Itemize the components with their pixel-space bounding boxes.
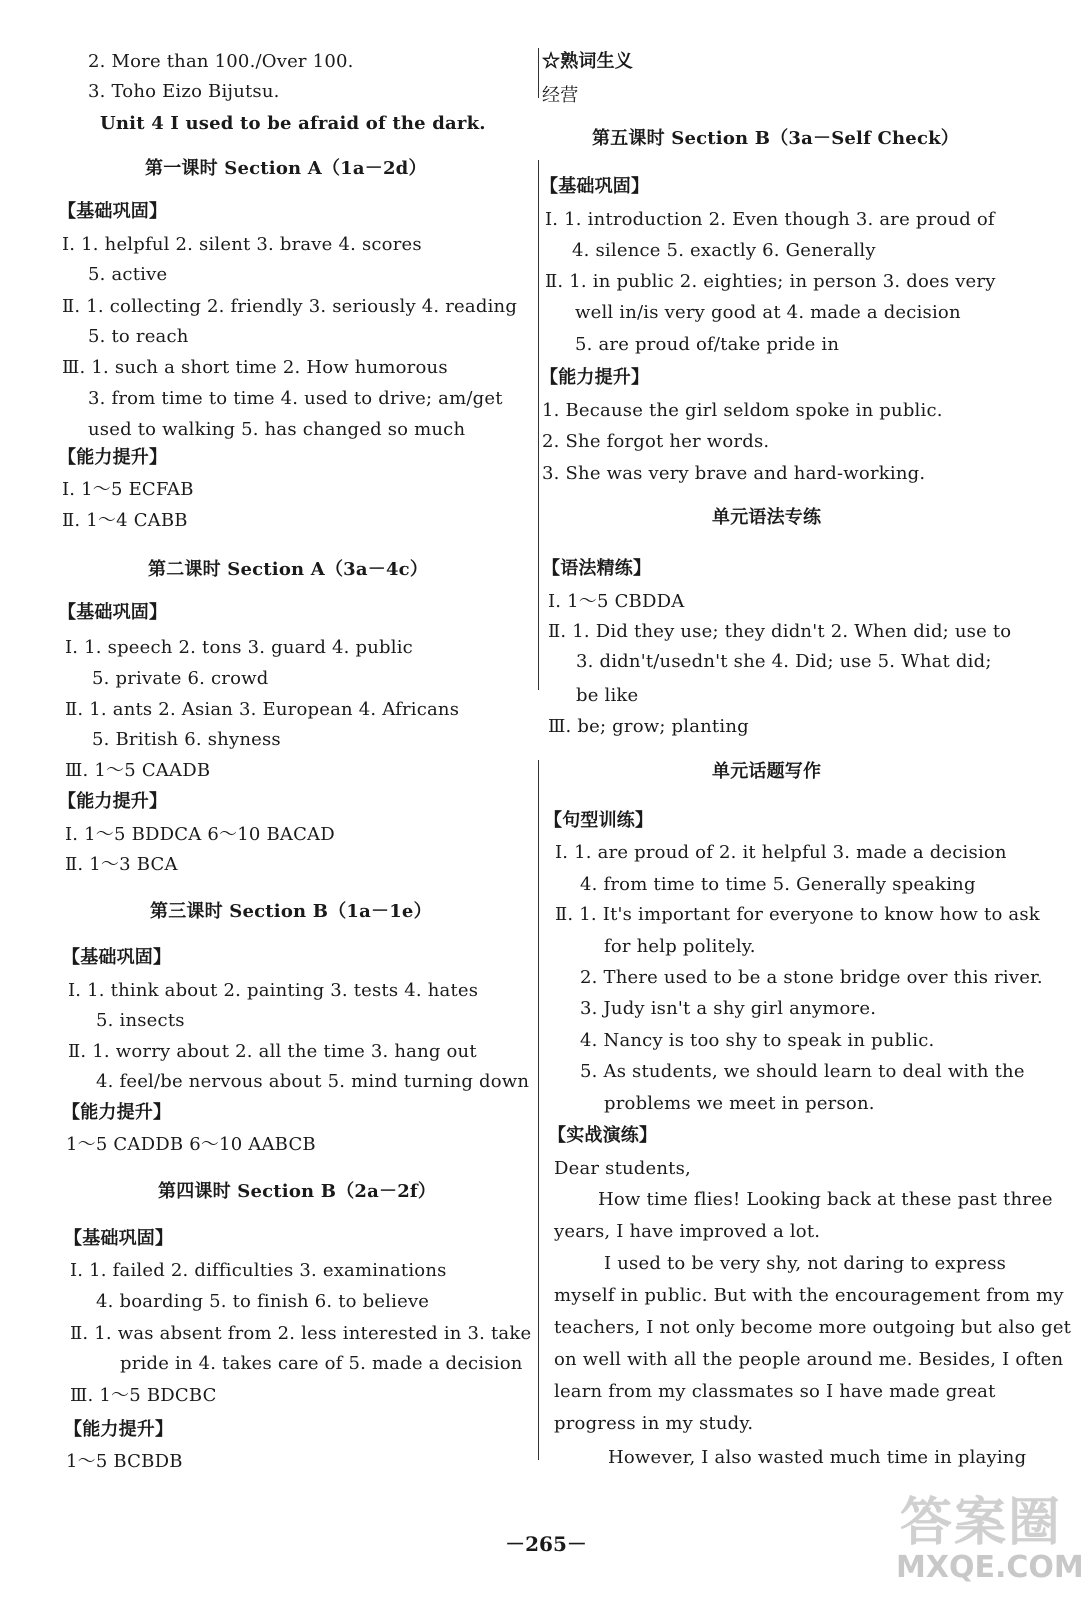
section-heading: 单元语法专练: [712, 507, 822, 528]
watermark-logo: [890, 1480, 1084, 1590]
answer-line: Ⅱ. 1. collecting 2. friendly 3. seriously 4. reading: [62, 296, 518, 317]
answer-line: 2. There used to be a stone bridge over this river.: [580, 967, 1043, 988]
answer-line: 4. boarding 5. to finish 6. to believe: [96, 1291, 430, 1312]
section-heading: 第五课时 Section B（3a－Self Check）: [592, 128, 959, 149]
answer-line: Ⅰ. 1～5 CBDDA: [548, 591, 685, 612]
section-heading: 第二课时 Section A（3a－4c）: [148, 559, 429, 580]
subsection-label: 【语法精练】: [542, 558, 652, 579]
section-heading: 单元话题写作: [712, 761, 822, 782]
answer-line: Ⅰ. 1. are proud of 2. it helpful 3. made a decision: [555, 842, 1007, 863]
answer-line: Ⅰ. 1. failed 2. difficulties 3. examinations: [70, 1260, 447, 1281]
answer-line: 1～5 BCBDB: [66, 1451, 183, 1472]
answer-line: 5. private 6. crowd: [92, 668, 269, 689]
answer-line: 3. didn't/usedn't she 4. Did; use 5. What did;: [576, 651, 992, 672]
answer-line: be like: [576, 685, 639, 706]
answer-line: years, I have improved a lot.: [554, 1221, 821, 1242]
answer-line: 5. insects: [96, 1010, 185, 1031]
answer-line: 2. She forgot her words.: [542, 431, 770, 452]
subsection-label: 【能力提升】: [64, 1419, 174, 1440]
subsection-label: 【能力提升】: [62, 1102, 172, 1123]
subsection-label: 【能力提升】: [58, 447, 168, 468]
answer-line: teachers, I not only become more outgoing but also get: [554, 1317, 1072, 1338]
answer-line: Ⅰ. 1. introduction 2. Even though 3. are proud of: [545, 209, 995, 230]
answer-line: progress in my study.: [554, 1413, 754, 1434]
answer-line: 4. feel/be nervous about 5. mind turning down: [96, 1071, 530, 1092]
answer-line: Ⅰ. 1～5 BDDCA 6～10 BACAD: [65, 824, 335, 845]
answer-line: However, I also wasted much time in playing: [608, 1447, 1027, 1468]
answer-line: Ⅱ. 1～4 CABB: [62, 510, 188, 531]
answer-line: Ⅱ. 1～3 BCA: [65, 854, 178, 875]
watermark-url: MXQE.COM: [896, 1550, 1084, 1585]
answer-line: used to walking 5. has changed so much: [88, 419, 466, 440]
subsection-label: 【基础巩固】: [540, 176, 650, 197]
answer-line: Ⅲ. 1～5 CAADB: [65, 760, 211, 781]
answer-line: 5. are proud of/take pride in: [575, 334, 840, 355]
answer-line: 3. from time to time 4. used to drive; am/get: [88, 388, 503, 409]
answer-line: Ⅱ. 1. It's important for everyone to know how to ask: [555, 904, 1040, 925]
answer-line: learn from my classmates so I have made great: [554, 1381, 996, 1402]
answer-line: Ⅱ. 1. ants 2. Asian 3. European 4. Africans: [65, 699, 460, 720]
answer-line: Ⅲ. be; grow; planting: [548, 716, 749, 737]
subsection-label: 【能力提升】: [540, 367, 650, 388]
answer-line: 5. to reach: [88, 326, 189, 347]
answer-line: Ⅰ. 1～5 ECFAB: [62, 479, 194, 500]
answer-line: 经营: [542, 85, 579, 106]
subsection-label: 【基础巩固】: [58, 201, 168, 222]
answer-line: on well with all the people around me. Besides, I often: [554, 1349, 1064, 1370]
section-heading: 第一课时 Section A（1a－2d）: [145, 158, 427, 179]
answer-line: Ⅱ. 1. Did they use; they didn't 2. When did; use to: [548, 621, 1012, 642]
answer-line: 5. British 6. shyness: [92, 729, 281, 750]
answer-line: 1. Because the girl seldom spoke in public.: [542, 400, 943, 421]
answer-line: 2. More than 100./Over 100.: [88, 51, 354, 72]
answer-line: 4. silence 5. exactly 6. Generally: [572, 240, 876, 261]
subsection-label: 【能力提升】: [58, 791, 168, 812]
answer-line: 4. from time to time 5. Generally speaking: [580, 874, 976, 895]
answer-line: Ⅰ. 1. helpful 2. silent 3. brave 4. scores: [62, 234, 422, 255]
subsection-label: 【基础巩固】: [62, 947, 172, 968]
section-heading: 第四课时 Section B（2a－2f）: [158, 1181, 437, 1202]
answer-line: Dear students,: [554, 1158, 691, 1179]
answer-line: Ⅱ. 1. in public 2. eighties; in person 3. does very: [545, 271, 996, 292]
answer-line: Ⅰ. 1. speech 2. tons 3. guard 4. public: [65, 637, 413, 658]
answer-line: 3. Judy isn't a shy girl anymore.: [580, 998, 877, 1019]
answer-line: 3. Toho Eizo Bijutsu.: [88, 81, 280, 102]
answer-line: well in/is very good at 4. made a decision: [575, 302, 961, 323]
answer-line: 1～5 CADDB 6～10 AABCB: [66, 1134, 316, 1155]
answer-line: for help politely.: [604, 936, 756, 957]
column-divider: [538, 48, 539, 98]
answer-line: myself in public. But with the encouragement from my: [554, 1285, 1064, 1306]
page-number: －265－: [505, 1532, 587, 1556]
answer-line: Ⅱ. 1. worry about 2. all the time 3. hang out: [68, 1041, 477, 1062]
column-divider: [538, 760, 539, 1460]
answer-line: 3. She was very brave and hard-working.: [542, 463, 926, 484]
answer-line: I used to be very shy, not daring to express: [604, 1253, 1007, 1274]
answer-line: Ⅰ. 1. think about 2. painting 3. tests 4. hates: [68, 980, 479, 1001]
answer-line: Ⅱ. 1. was absent from 2. less interested in 3. take: [70, 1323, 532, 1344]
answer-line: How time flies! Looking back at these past three: [598, 1189, 1053, 1210]
answer-line: 4. Nancy is too shy to speak in public.: [580, 1030, 935, 1051]
answer-line: problems we meet in person.: [604, 1093, 875, 1114]
subsection-label: 【基础巩固】: [58, 602, 168, 623]
subsection-label: 【基础巩固】: [64, 1228, 174, 1249]
column-divider: [538, 160, 539, 690]
answer-line: Ⅲ. 1. such a short time 2. How humorous: [62, 357, 448, 378]
answer-line: 5. active: [88, 264, 168, 285]
subsection-label: 【句型训练】: [544, 810, 654, 831]
section-heading: ☆熟词生义: [542, 51, 633, 72]
answer-line: pride in 4. takes care of 5. made a decision: [120, 1353, 523, 1374]
subsection-label: 【实战演练】: [548, 1125, 658, 1146]
answer-line: Ⅲ. 1～5 BDCBC: [70, 1385, 217, 1406]
watermark-text: 答案圈: [900, 1493, 1063, 1553]
section-heading: Unit 4 I used to be afraid of the dark.: [100, 113, 486, 134]
section-heading: 第三课时 Section B（1a－1e）: [150, 901, 432, 922]
answer-line: 5. As students, we should learn to deal with the: [580, 1061, 1025, 1082]
